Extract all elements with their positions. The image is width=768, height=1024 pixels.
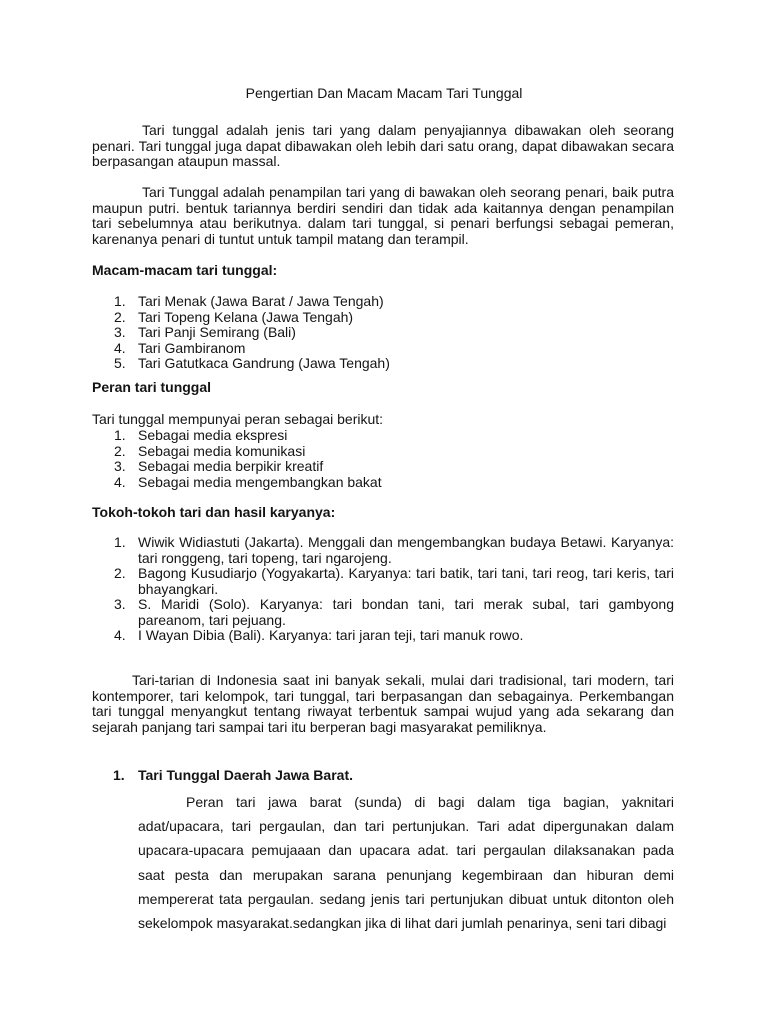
section-1-body: Peran tari jawa barat (sunda) di bagi dalam tiga bagian, yaknitari adat/upacara, tari pergaulan, dan tari pertunjukan. Tari adat dipergunakan dalam upacara-upacara pemujaaan dan upacara adat. tari pergaulan dilaksanakan pada saat pesta dan merupakan sarana penunjang kegembiraan dan hiburan demi mempererat tata pergaulan. sedang jenis tari pertunjukan dibuat untuk ditonton oleh sekelompok masyarakat.sedangkan jika di lihat dari jumlah penarinya, seni tari dibagi [138,794,674,932]
list-item: 3. Tari Panji Semirang (Bali) [114,324,296,340]
list-item: 4. Tari Gambiranom [114,339,246,356]
closing-paragraph: Tari-tarian di Indonesia saat ini banyak sekali, mulai dari tradisional, tari modern, tari kontemporer, tari kelompok, tari tunggal, tari berpasangan dan sebagainya. Perkembangan tari tunggal menyangkut tentang riwayat terbentuk sampai wujud yang ada sekarang dan sejarah panjang tari sampai tari itu berperan bagi masyarakat pemiliknya. [92,672,674,735]
macam-list [92,294,674,372]
peran-heading: Peran tari tunggal [92,379,212,395]
list-item: 2. Tari Topeng Kelana (Jawa Tengah) [114,308,354,325]
list-item: 1. Sebagai media ekspresi [114,427,288,443]
section-1-heading: 1. Tari Tunggal Daerah Jawa Barat. [113,767,353,783]
macam-heading: Macam-macam tari tunggal: [92,262,278,278]
list-item: 2. Sebagai media komunikasi [114,442,306,459]
list-item: 4. Sebagai media mengembangkan bakat [114,473,382,490]
document-title: Pengertian Dan Macam Macam Tari Tunggal [245,85,523,101]
list-item: 4. I Wayan Dibia (Bali). Karyanya: tari jaran teji, tari manuk rowo. [114,627,524,643]
intro-paragraph-1: Tari tunggal adalah jenis tari yang dalam penyajiannya dibawakan oleh seorang penari. Tari tunggal juga dapat dibawakan oleh lebih dari satu orang, dapat dibawakan secara berpasangan ataupun massal. [92,122,674,169]
list-item: 2. Bagong Kusudiarjo (Yogyakarta). Karyanya: tari batik, tari tani, tari reog, tari keris, tari bhayangkari. [114,565,674,597]
tokoh-heading: Tokoh-tokoh tari dan hasil karyanya: [92,504,336,520]
list-item: 5. Tari Gatutkaca Gandrung (Jawa Tengah) [114,355,390,371]
list-item: 1. Wiwik Widiastuti (Jakarta). Menggali dan mengembangkan budaya Betawi. Karyanya: tari ronggeng, tari topeng, tari ngarojeng. [114,534,674,566]
list-item: 1. Tari Menak (Jawa Barat / Jawa Tengah) [114,293,384,309]
peran-list [92,428,674,490]
list-item: 3. S. Maridi (Solo). Karyanya: tari bondan tani, tari merak subal, tari gambyong pareanom, tari pejuang. [114,596,674,628]
intro-paragraph-2: Tari Tunggal adalah penampilan tari yang di bawakan oleh seorang penari, baik putra maupun putri. bentuk tariannya berdiri sendiri dan tidak ada kaitannya dengan penampilan tari sebelumnya atau berikutnya. dalam tari tunggal, si penari berfungsi sebagai pemeran, karenanya penari di tuntut untuk tampil matang dan terampil. [92,184,674,247]
list-item: 3. Sebagai media berpikir kreatif [114,458,324,474]
tokoh-list [92,535,674,644]
peran-intro: Tari tunggal mempunyai peran sebagai berikut: [92,411,384,427]
